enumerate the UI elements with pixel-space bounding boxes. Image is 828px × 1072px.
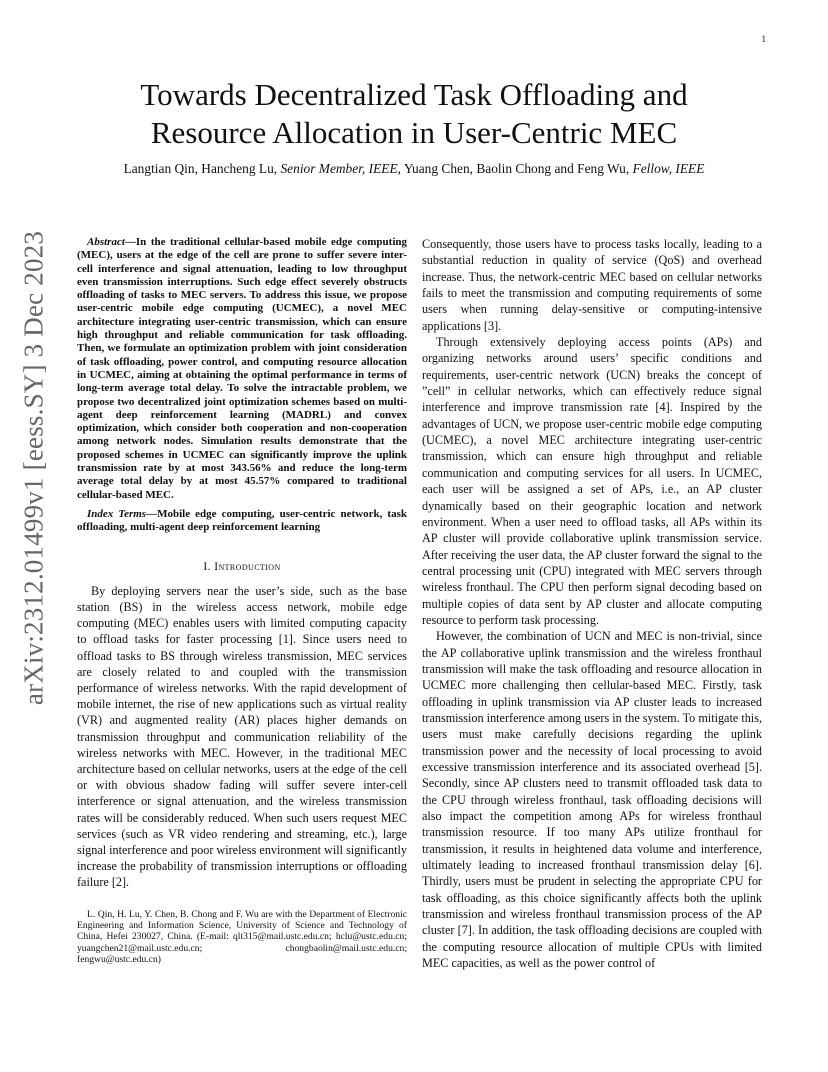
arxiv-identifier <box>14 230 54 706</box>
intro-paragraph-4: However, the combination of UCN and MEC is non-trivial, since the AP collaborative uplink transmission and the wireless fronthaul transmission will make the task offloading and resource allocation in UCMEC more challenging then cellular-based MEC. Firstly, task offloading in uplink transmission via AP cluster leads to increased transmission interference among users in the system. To mitigate this, users must make carefully decisions regarding the uplink transmission power and the necessity of local processing to avoid excessive transmission interference and its associated overhead [5]. Secondly, since AP clusters need to transmit offloaded task data to the CPU through wireless fronthaul, task offloading decisions will also impact the competition among APs for wireless fronthaul transmission resource. If too many APs utilize fronthaul for transmission, it results in heightened data volume and interference, ultimately leading to increased fronthaul transmission delay [6]. Thirdly, users must be prudent in selecting the appropriate CPU for task offloading, as this choice significantly affects both the uplink transmission and wireless fronthaul transmission process of the AP cluster [7]. In addition, the task offloading decisions are coupled with the computing resource allocation of multiple CPUs with limited MEC capacities, as well as the power control of <box>422 629 762 971</box>
paper-title <box>80 76 748 152</box>
section-heading-introduction <box>77 559 407 575</box>
paper-title-line-2: Resource Allocation in User-Centric MEC <box>150 115 678 150</box>
arxiv-identifier-text: arXiv:2312.01499v1 [eess.SY] 3 Dec 2023 <box>18 230 49 706</box>
authors-part-1: Langtian Qin, Hancheng Lu, <box>123 161 281 176</box>
author-role-1: Senior Member, IEEE <box>280 161 398 176</box>
page-number: 1 <box>761 34 766 44</box>
intro-paragraph-2: Consequently, those users have to process tasks locally, leading to a substantial reduction in quality of service (QoS) and overhead increase. Thus, the network-centric MEC based on cellular networks fails to meet the transmission and computing requirements of some users when running delay-sensitive or computing-intensive applications [3]. <box>422 237 762 333</box>
paper-title-line-1: Towards Decentralized Task Offloading and <box>140 77 688 112</box>
left-column <box>77 236 407 966</box>
index-terms-text: —Mobile edge computing, user-centric network, task offloading, multi-agent deep reinforcement learning <box>77 507 407 534</box>
authors-part-2: , Yuang Chen, Baolin Chong and Feng Wu, <box>397 161 633 176</box>
author-role-2: Fellow, IEEE <box>632 161 705 176</box>
author-list <box>60 161 768 177</box>
abstract-label: Abstract <box>87 236 125 248</box>
abstract-text: —In the traditional cellular-based mobile edge computing (MEC), users at the edge of the cell are prone to suffer severe inter-cell interference and signal attenuation, leading to low throughput even transmission interruptions. Such edge effect severely obstructs offloading of tasks to MEC servers. To address this issue, we propose user-centric mobile edge computing (UCMEC), a novel MEC architecture integrating user-centric transmission, which can ensure high throughput and reliable communication for task offloading. Then, we formulate an optimization problem with joint consideration of task offloading, power control, and computing resource allocation in UCMEC, aiming at obtaining the optimal performance in terms of long-term average total delay. To solve the intractable problem, we propose two decentralized joint optimization schemes based on multi-agent deep reinforcement learning (MADRL) and convex optimization, which consider both cooperation and non-cooperation among network nodes. Simulation results demonstrate that the proposed schemes in UCMEC can significantly improve the uplink transmission rate by at most 343.56% and reduce the long-term average total delay by at most 45.57% compared to traditional cellular-based MEC. <box>77 236 407 501</box>
right-column <box>422 236 762 971</box>
author-affiliation-footnote: L. Qin, H. Lu, Y. Chen, B. Chong and F. Wu are with the Department of Electronic Engineering and Information Science, University of Science and Technology of China, Hefei 230027, China. (E-mail: qlt315@mail.ustc.edu.cn; hclu@ustc.edu.cn; yuangchen21@mail.ustc.edu.cn; chongbaolin@mail.ustc.edu.cn; fengwu@ustc.edu.cn) <box>77 908 407 966</box>
abstract <box>77 236 407 502</box>
index-terms-label: Index Terms <box>87 507 147 520</box>
index-terms <box>77 508 407 535</box>
section-number: I. <box>203 559 215 573</box>
intro-paragraph-3: Through extensively deploying access points (APs) and organizing networks around users’ specific conditions and requirements, user-centric network (UCN) breaks the concept of ”cell” in cellular networks, which can effectively reduce signal interference and improve transmission rate [4]. Inspired by the advantages of UCN, we propose user-centric mobile edge computing (UCMEC), a novel MEC architecture integrating user-centric transmission, which can ensure high throughput and reliable communication and computing services for all users. In UCMEC, each user will be assigned a set of APs, i.e., an AP cluster dynamically based on their geographic location and network environment. When a user need to offload tasks, all APs within its AP cluster will provide collaborative uplink transmission service. After receiving the user data, the AP cluster forward the signal to the central processing unit (CPU) integrated with MEC servers through wireless fronthaul. The CPU then perform signal decoding based on multiple copies of data sent by AP cluster and allocate computing resource to perform task processing. <box>422 335 762 627</box>
section-title: Introduction <box>214 559 281 573</box>
intro-paragraph-1: By deploying servers near the user’s side, such as the base station (BS) in the wireless access network, mobile edge computing (MEC) enables users with limited computing capacity to offload tasks for faster processing [1]. Since users need to offload tasks to BS through wireless transmission, MEC services are closely related to and coupled with the transmission performance of wireless networks. With the rapid development of mobile internet, the rise of new applications such as virtual reality (VR) and augmented reality (AR) places higher demands on transmission throughput and communication reliability of the wireless networks with MEC. However, in the traditional MEC architecture based on cellular networks, users at the edge of the cell or with obvious shadow fading will suffer severe inter-cell interference or signal attenuation, and the wireless transmission rates will be considerably reduced. When such users request MEC services (such as VR video rendering and streaming, etc.), large signal interference and poor wireless environment will significantly increase the probability of transmission interruptions or offloading failure [2]. <box>77 583 407 890</box>
